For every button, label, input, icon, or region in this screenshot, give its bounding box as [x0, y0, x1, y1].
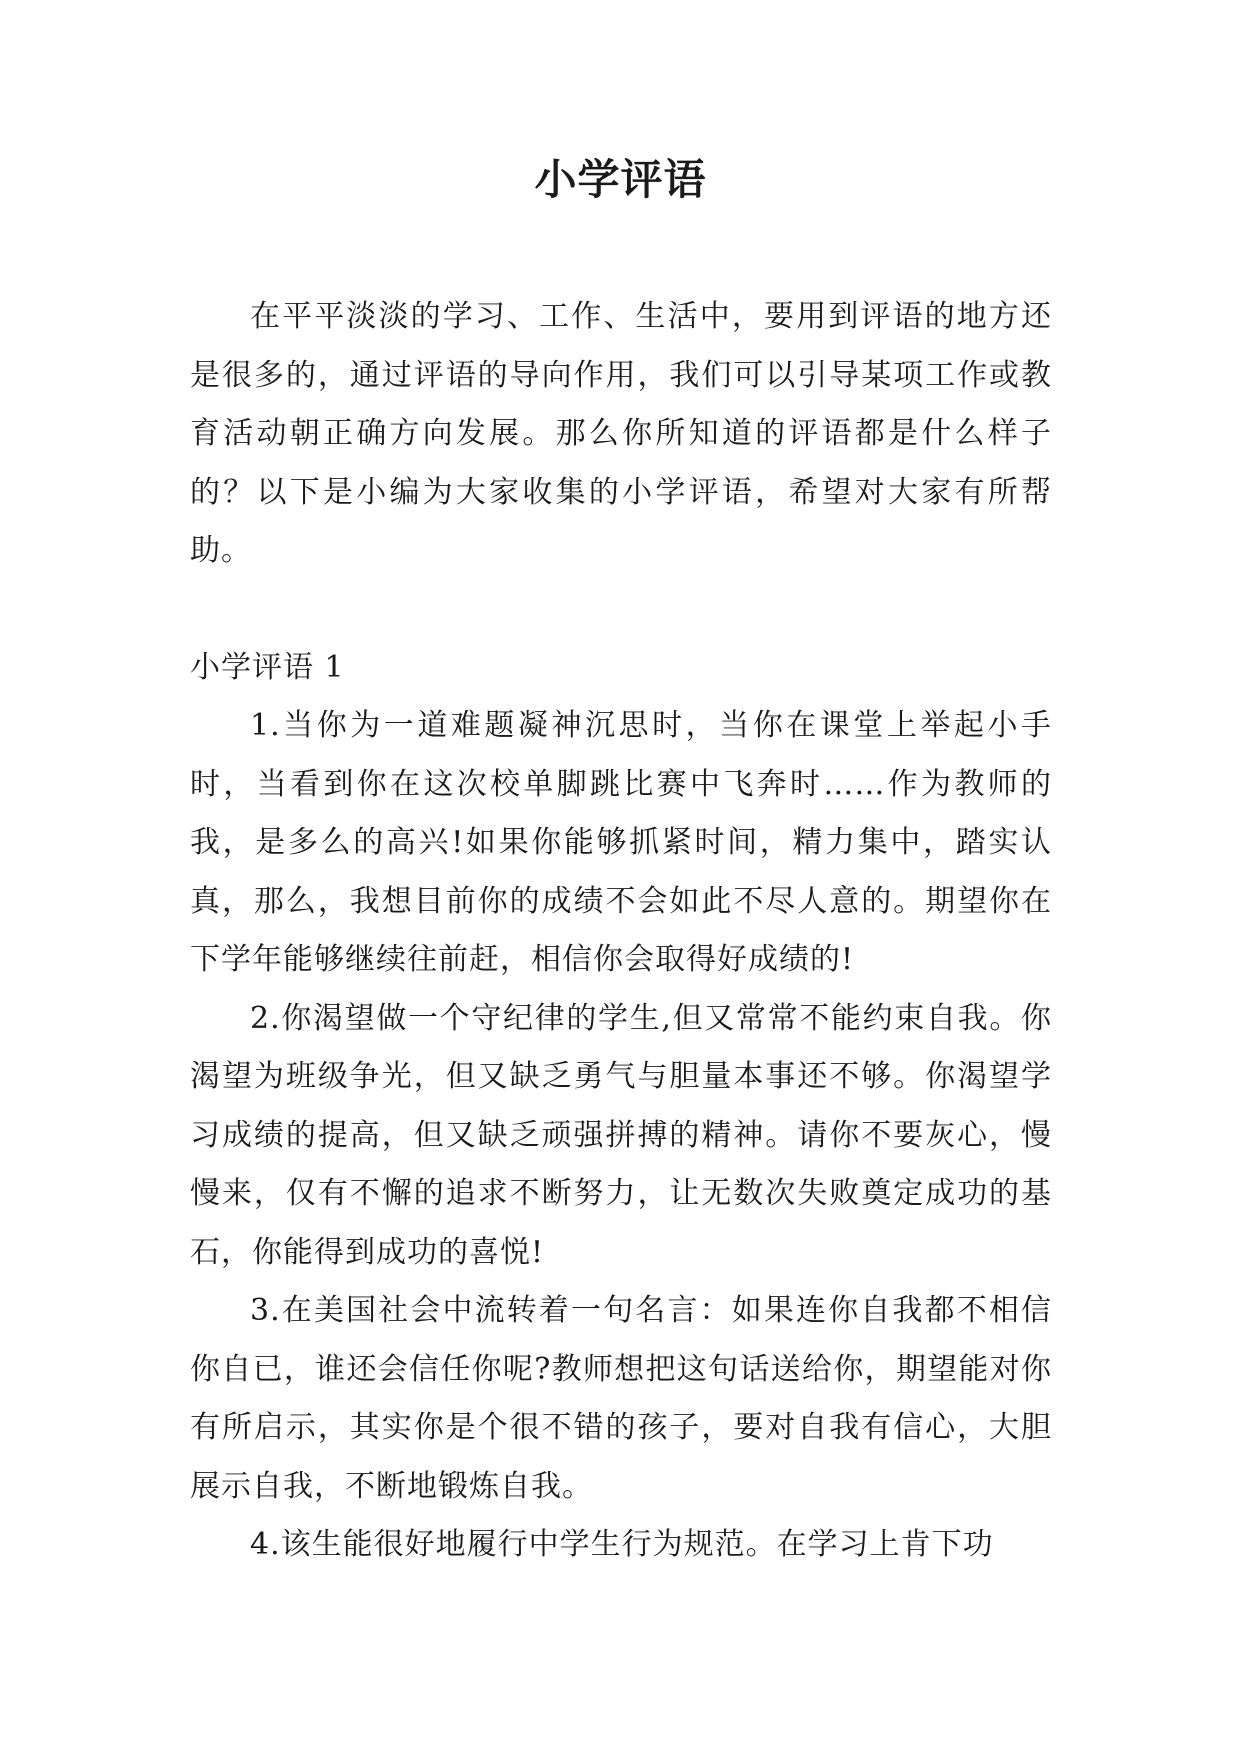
comment-item-3: 3.在美国社会中流转着一句名言：如果连你自我都不相信你自已，谁还会信任你呢?教师想把这句话送给你，期望能对你有所启示，其实你是个很不错的孩子，要对自我有信心，大胆展示自我，不断地锻炼自我。: [190, 1293, 1052, 1504]
document-title: 小学评语: [534, 155, 707, 204]
section-heading: 小学评语 1: [190, 649, 345, 685]
comment-item-2: 2.你渴望做一个守纪律的学生,但又常常不能约束自我。你渴望为班级争光，但又缺乏勇气与胆量本事还不够。你渴望学习成绩的提高，但又缺乏顽强拼搏的精神。请你不要灰心，慢慢来，仅有不懈的追求不断努力，让无数次失败奠定成功的基石，你能得到成功的喜悦!: [190, 1000, 1052, 1270]
comment-item-4: 4.该生能很好地履行中学生行为规范。在学习上肯下功: [250, 1527, 994, 1562]
intro-paragraph: 在平平淡淡的学习、工作、生活中，要用到评语的地方还是很多的，通过评语的导向作用，我们可以引导某项工作或教育活动朝正确方向发展。那么你所知道的评语都是什么样子的？以下是小编为大家收集的小学评语，希望对大家有所帮助。: [190, 299, 1052, 568]
document-body: [190, 288, 1052, 1575]
comment-item-1: 1.当你为一道难题凝神沉思时，当你在课堂上举起小手时，当看到你在这次校单脚跳比赛中飞奔时……作为教师的我，是多么的高兴!如果你能够抓紧时间，精力集中，踏实认真，那么，我想目前你的成绩不会如此不尽人意的。期望你在下学年能够继续往前赶，相信你会取得好成绩的!: [190, 708, 1052, 977]
